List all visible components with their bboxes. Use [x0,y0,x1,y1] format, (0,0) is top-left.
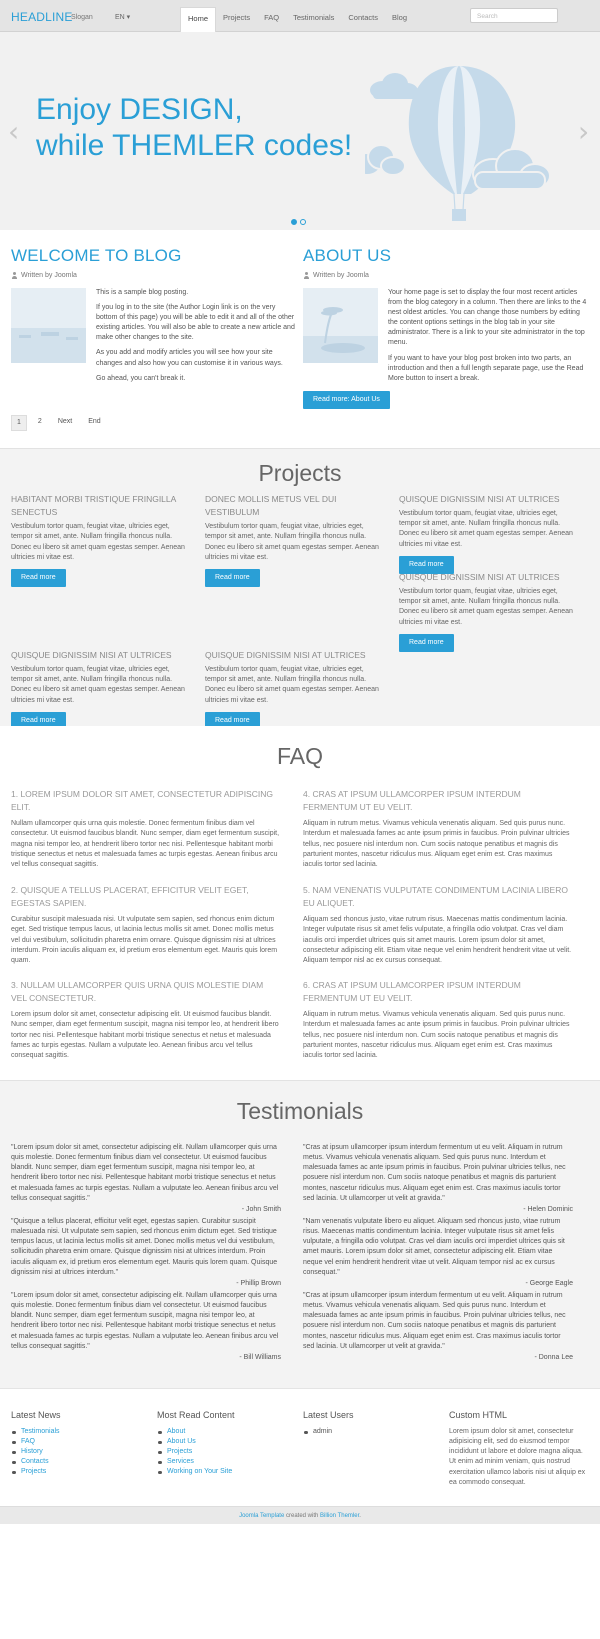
user-list-item: admin [303,1427,433,1437]
slider-dot-2[interactable] [300,219,306,225]
read-more-button[interactable]: Read more [205,569,260,587]
nav-item-projects[interactable]: Projects [223,13,251,22]
article-paragraph: As you add and modify articles you will see how your site changes and also how you can customise it in various ways. [96,349,283,367]
testimonial-author: - George Eagle [525,1279,573,1287]
project-text: Vestibulum tortor quam, feugiat vitae, ultricies eget, tempor sit amet, ante. Nullam fringilla rhoncus nulla. Donec eu libero sit amet quam egestas semper. Aenean ultricies mi vitae est. [11,666,185,704]
faq-question: 5. NAM VENENATIS VULPUTATE CONDIMENTUM LACINIA LIBERO EU ALIQUET. [303,885,568,909]
article-text [388,288,588,389]
project-title[interactable]: DONEC MOLLIS METUS VEL DUI VESTIBULUM [205,494,337,518]
hero-line-2: while THEMLER codes! [36,129,353,162]
faq-item [303,979,573,1061]
custom-html-widget [449,1409,589,1488]
byline-text: Written by Joomla [21,271,77,279]
article-paragraph: If you want to have your blog post broken into two parts, an introduction and then a full length separate page, use the Read More button to insert a break. [388,354,584,382]
project-text: Vestibulum tortor quam, feugiat vitae, ultricies eget, tempor sit amet, ante. Nullam fringilla rhoncus nulla. Donec eu libero sit amet quam egestas semper. Aenean ultricies mi vitae est. [399,510,573,548]
hero-headline [36,92,352,164]
read-more-button[interactable]: Read more [205,712,260,730]
project-text: Vestibulum tortor quam, feugiat vitae, ultricies eget, tempor sit amet, ante. Nullam fringilla rhoncus nulla. Donec eu libero sit amet quam egestas semper. Aenean ultricies mi vitae est. [11,523,185,561]
nav-item-blog[interactable]: Blog [392,13,408,22]
section-title: Testimonials [236,1098,364,1124]
footer-link[interactable]: Working on Your Site [157,1467,287,1477]
project-title[interactable]: QUISQUE DIGNISSIM NISI AT ULTRICES [205,650,366,660]
page-2[interactable]: 2 [37,418,42,425]
article-byline [11,271,296,281]
testimonial-author: - Phillip Brown [236,1279,281,1287]
testimonial [11,1217,281,1289]
footer-link[interactable]: History [11,1447,141,1457]
billion-themler-link[interactable]: Billion Themler [320,1513,360,1519]
hero-line-1: Enjoy DESIGN, [36,93,243,126]
latest-users-widget [303,1409,433,1437]
read-more-about-us-button[interactable]: Read more: About Us [303,391,390,409]
article-body [11,288,296,389]
faq-section [0,726,600,1080]
article-welcome [11,244,296,389]
article-image [303,288,378,363]
testimonial-text: "Nam venenatis vulputate libero eu aliquet. Aliquam sed rhoncus justo, vitae rutrum risus. Maecenas mattis condimentum lacinia. Integer vulputate risus sit amet felis vulputate, a fringilla odio volutpat. Cras vel diam iaculis orci imperdiet ultrices quis sit amet mauris. Lorem ipsum dolor sit amet, consectetur adipiscing elit. Etiam vitae neque vel enim hendrerit hendrerit vitae ut velit. Aliquam tempor nisl ac ex cursus consequat." [303,1218,565,1276]
testimonial [303,1217,573,1289]
slider-dot-1[interactable] [291,219,297,225]
slider-indicators [291,219,306,225]
testimonial-text: "Lorem ipsum dolor sit amet, consectetur adipiscing elit. Nullam ullamcorper quis urna quis molestie. Donec fermentum finibus diam vel consectetur. Ut euismod faucibus blandit. Nunc semper, diam eget fermentum suscipit, magna nisi tempor leo, at hendrerit libero tortor nec nisi. Pellentesque habitant morbi tristique senectus et netus et malesuada fames ac turpis egestas. Nullam a vulputate leo. Aenean finibus arcu vel tellus consequat sagittis." [11,1292,279,1350]
faq-answer: Aliquam sed rhoncus justo, vitae rutrum risus. Maecenas mattis condimentum lacinia. Integer vulputate risus sit amet felis vulputate, a fringilla odio volutpat. Cras vel diam iaculis orci imperdiet ultrices quis sit amet mauris. Lorem ipsum dolor sit amet, consectetur adipiscing elit. Etiam vitae neque vel enim hendrerit hendrerit vitae ut velit. Aliquam tempor nisl ac ex cursus consequat. [303,916,572,964]
testimonial-author: - Bill Williams [239,1353,281,1361]
faq-item [11,884,281,966]
read-more-button[interactable]: Read more [399,634,454,652]
project-text: Vestibulum tortor quam, feugiat vitae, ultricies eget, tempor sit amet, ante. Nullam fringilla rhoncus nulla. Donec eu libero sit amet quam egestas semper. Aenean ultricies mi vitae est. [399,588,573,626]
article-image [11,288,86,363]
copyright-bar [0,1506,600,1524]
article-paragraph: Your home page is set to display the four most recent articles from the blog category in a column. Then there are links to the 4 nest oldest articles. You can change those numbers by editing the content options settings in the blog tab in your site administrator. There is a link to your site administrator in the top menu. [388,288,587,347]
faq-item [303,788,573,870]
faq-answer: Nullam ullamcorper quis urna quis molestie. Donec fermentum finibus diam vel consectetur. Ut euismod faucibus blandit. Nunc semper, diam eget fermentum suscipit, magna nisi tempor leo, at hendrerit libero tortor nec nisi. Pellentesque habitant morbi tristique senectus et netus et malesuada fames ac turpis egestas. Aenean finibus arcu vel tellus consequat sagittis. [11,820,280,868]
project-card [399,571,574,652]
hot-air-balloon-illustration [365,54,550,229]
footer-link[interactable]: About Us [157,1437,287,1447]
blog-section [0,230,600,448]
byline-text: Written by Joomla [313,271,369,279]
article-text [96,288,296,389]
project-title[interactable]: QUISQUE DIGNISSIM NISI AT ULTRICES [399,494,560,504]
footer-widgets [0,1388,600,1506]
project-card [205,649,380,730]
projects-section [0,448,600,726]
faq-item [303,884,573,966]
brand-headline[interactable]: HEADLINE [11,10,73,24]
read-more-button[interactable]: Read more [11,569,66,587]
custom-html-text: Lorem ipsum dolor sit amet, consectetur adipisicing elit, sed do eiusmod tempor incididunt ut labore et dolore magna aliqua. Ut enim ad minim veniam, quis nostrud exercitation ullamco laboris nisi ut aliquip ex ea commodo consequat. [449,1428,586,1486]
widget-title: Latest Users [303,1410,354,1420]
project-card [11,649,186,730]
joomla-template-link[interactable]: Joomla Template [239,1513,285,1519]
testimonial-text: "Cras at ipsum ullamcorper ipsum interdum fermentum ut eu velit. Aliquam in rutrum metus. Vivamus vehicula venenatis aliquam. Sed quis purus nunc. Interdum et malesuada fames ac ante ipsum primis in faucibus. Proin pulvinar ultricies tellus, nec posuere nisl interdum non. Cum sociis natoque penatibus et magnis dis parturient montes, nascetur ridiculus mus. Aliquam eget enim est. Cras maximus iaculis tortor sed lacinia. Ut ullamcorper ut velit at gravida." [303,1292,566,1350]
nav-item-faq[interactable]: FAQ [264,13,280,22]
article-about-us [303,244,588,409]
article-title[interactable]: WELCOME TO BLOG [11,246,182,265]
article-title[interactable]: ABOUT US [303,246,392,265]
page-next[interactable]: Next [57,418,73,425]
brand-slogan: Slogan [71,14,93,21]
nav-item-testimonials[interactable]: Testimonials [293,13,335,22]
footer-link[interactable]: Projects [157,1447,287,1457]
testimonial-author: - Donna Lee [534,1353,573,1361]
nav-item-contacts[interactable]: Contacts [348,13,378,22]
testimonial [303,1143,573,1215]
testimonial-author: - John Smith [241,1205,281,1213]
copyright-end: . [359,1513,361,1519]
footer-link[interactable]: Services [157,1457,287,1467]
copyright-text: created with [284,1513,320,1519]
faq-question: 2. QUISQUE A TELLUS PLACERAT, EFFICITUR VELIT EGET, EGESTAS SAPIEN. [11,885,249,909]
testimonial [303,1291,573,1363]
testimonial [11,1143,281,1215]
read-more-button[interactable]: Read more [399,556,454,574]
testimonial-text: "Lorem ipsum dolor sit amet, consectetur adipiscing elit. Nullam ullamcorper quis urna quis molestie. Donec fermentum finibus diam vel consectetur. Ut euismod faucibus blandit. Nunc semper, diam eget fermentum suscipit, magna nisi tempor leo, at hendrerit libero tortor nec nisi. Pellentesque habitant morbi tristique senectus et netus et malesuada fames ac turpis egestas. Nullam a vulputate leo. Aenean finibus arcu vel tellus consequat sagittis." [11,1144,279,1202]
section-title: Projects [258,460,342,486]
project-card [11,493,186,587]
search-input[interactable]: Search [470,8,558,23]
testimonial [11,1291,281,1363]
chevron-left-icon[interactable]: ‹ [8,115,20,148]
footer-link[interactable]: Projects [11,1467,141,1477]
faq-answer: Aliquam in rutrum metus. Vivamus vehicula venenatis aliquam. Sed quis purus nunc. Interdum et malesuada fames ac ante ipsum primis in faucibus. Proin pulvinar ultricies tellus, nec posuere nisl interdum non. Cum sociis natoque penatibus et magnis dis parturient montes, nascetur ridiculus mus. Aliquam eget enim est. Cras maximus iaculis tortor sed lacinia. [303,1011,570,1059]
widget-title: Most Read Content [157,1410,235,1420]
article-paragraph: If you log in to the site (the Author Login link is on the very bottom of this page) you will be able to edit it and all of the other existing articles. You will also be able to create a new article and make other changes to the site. [96,303,295,342]
faq-answer: Aliquam in rutrum metus. Vivamus vehicula venenatis aliquam. Sed quis purus nunc. Interdum et malesuada fames ac ante ipsum primis in faucibus. Proin pulvinar ultricies tellus, nec posuere nisl interdum non. Cum sociis natoque penatibus et magnis dis parturient montes, nascetur ridiculus mus. Aliquam eget enim est. Cras maximus iaculis tortor sed lacinia. [303,820,570,868]
faq-question: 4. CRAS AT IPSUM ULLAMCORPER IPSUM INTERDUM FERMENTUM UT EU VELIT. [303,789,521,813]
hero-slider [0,32,600,230]
project-title[interactable]: QUISQUE DIGNISSIM NISI AT ULTRICES [11,650,172,660]
project-text: Vestibulum tortor quam, feugiat vitae, ultricies eget, tempor sit amet, ante. Nullam fringilla rhoncus nulla. Donec eu libero sit amet quam egestas semper. Aenean ultricies mi vitae est. [205,666,379,704]
user-icon [303,272,310,279]
project-title[interactable]: QUISQUE DIGNISSIM NISI AT ULTRICES [399,572,560,582]
main-nav [180,7,414,32]
faq-question: 6. CRAS AT IPSUM ULLAMCORPER IPSUM INTERDUM FERMENTUM UT EU VELIT. [303,980,521,1004]
widget-title: Custom HTML [449,1410,508,1420]
top-navbar [0,0,600,32]
faq-answer: Lorem ipsum dolor sit amet, consectetur adipiscing elit. Ut euismod faucibus blandit. Nunc semper, diam eget fermentum suscipit, magna nisi tempor leo, at hendrerit libero tortor nec nisi. Pellentesque habitant morbi tristique senectus et netus et malesuada fames ac turpis egestas. Nullam a vulputate leo. Aenean finibus arcu vel tellus consequat sagittis. [11,1011,279,1059]
footer-link[interactable]: FAQ [11,1437,141,1447]
testimonials-section [0,1080,600,1388]
page-1[interactable]: 1 [11,415,27,431]
read-more-button[interactable]: Read more [11,712,66,730]
pagination [11,415,106,431]
faq-item [11,788,281,870]
section-title: FAQ [276,743,323,769]
most-read-widget [157,1409,287,1477]
footer-link[interactable]: Contacts [11,1457,141,1467]
project-title[interactable]: HABITANT MORBI TRISTIQUE FRINGILLA SENECTUS [11,494,176,518]
faq-item [11,979,281,1061]
widget-title: Latest News [11,1410,61,1420]
page-end[interactable]: End [88,418,101,425]
project-card [205,493,380,587]
project-text: Vestibulum tortor quam, feugiat vitae, ultricies eget, tempor sit amet, ante. Nullam fringilla rhoncus nulla. Donec eu libero sit amet quam egestas semper. Aenean ultricies mi vitae est. [205,523,379,561]
article-paragraph: Go ahead, you can't break it. [96,374,186,382]
nav-item-home[interactable]: Home [180,7,216,32]
faq-question: 3. NULLAM ULLAMCORPER QUIS URNA QUIS MOLESTIE DIAM VEL CONSECTETUR. [11,980,264,1004]
project-card [399,493,574,574]
testimonial-author: - Helen Dominic [523,1205,573,1213]
testimonial-text: "Quisque a tellus placerat, efficitur velit eget, egestas sapien. Curabitur suscipit malesuada nisi. Ut vulputate sem sapien, sed rhoncus enim dictum eget. Sed tristique tempus lacus, ut lacinia lectus mollis sit amet. Donec mollis metus vel dui vestibulum, sollicitudin pharetra enim ornare. Quisque dignissim nisi at ultrices interdum. Proin iaculis aliquam ex, id pretium eros elementum eget. Mauris quis lorem quam. Quisque dignissim nisi at ultrices interdum." [11,1218,278,1276]
latest-news-widget [11,1409,141,1477]
article-byline [303,271,588,281]
language-selector[interactable]: EN ▾ [115,14,131,21]
chevron-right-icon[interactable]: › [578,115,590,148]
footer-link[interactable]: Testimonials [11,1427,141,1437]
article-body [303,288,588,389]
article-paragraph: This is a sample blog posting. [96,288,189,296]
faq-question: 1. LOREM IPSUM DOLOR SIT AMET, CONSECTETUR ADIPISCING ELIT. [11,789,273,813]
footer-link[interactable]: About [157,1427,287,1437]
user-icon [11,272,18,279]
testimonial-text: "Cras at ipsum ullamcorper ipsum interdum fermentum ut eu velit. Aliquam in rutrum metus. Vivamus vehicula venenatis aliquam. Sed quis purus nunc. Interdum et malesuada fames ac ante ipsum primis in faucibus. Proin pulvinar ultricies tellus, nec posuere nisl interdum non. Cum sociis natoque penatibus et magnis dis parturient montes, nascetur ridiculus mus. Aliquam eget enim est. Cras maximus iaculis tortor sed lacinia. Ut ullamcorper ut velit at gravida." [303,1144,566,1202]
faq-answer: Curabitur suscipit malesuada nisi. Ut vulputate sem sapien, sed rhoncus enim dictum eget. Sed tristique tempus lacus, ut lacinia lectus mollis sit amet. Donec mollis metus vel dui vestibulum, sollicitudin pharetra enim ornare. Quisque dignissim nisi at ultrices interdum. Proin iaculis aliquam ex, id pretium eros elementum eget. Mauris quis lorem quam. [11,916,278,964]
